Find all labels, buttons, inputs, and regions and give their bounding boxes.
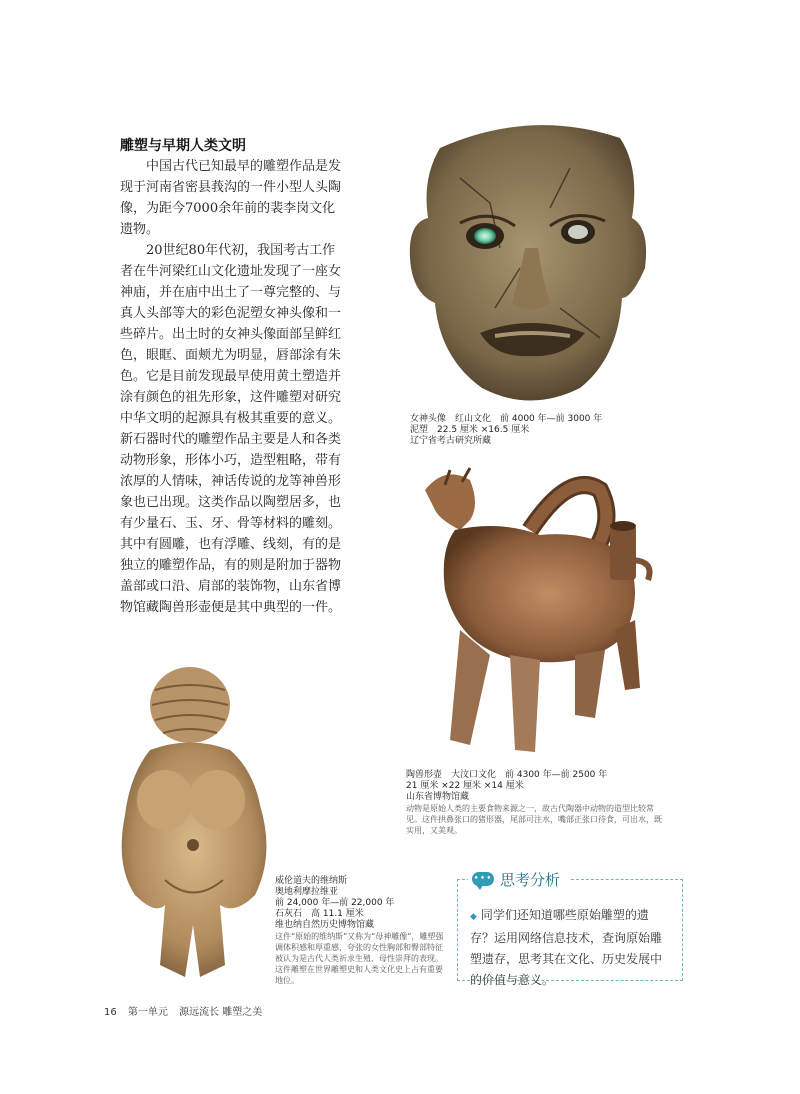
speech-bubble-icon: ••• [472,872,494,886]
unit-topic: 源远流长 雕塑之美 [179,1007,263,1018]
pot-caption-line1: 陶兽形壶 大汶口文化 前 4300 年—前 2500 年 [406,770,608,780]
goddess-caption-line1: 女神头像 红山文化 前 4000 年—前 3000 年 [410,414,603,424]
page-number: 16 [104,1007,117,1018]
pot-caption-line2: 21 厘米 ×22 厘米 ×14 厘米 [406,781,524,791]
venus-caption [275,876,450,986]
think-analysis-text [470,905,670,991]
venus-caption-line3: 前 24,000 年—前 22,000 年 [275,898,395,908]
pot-caption-line3: 山东省博物馆藏 [406,792,470,802]
animal-pot-image [400,460,660,770]
think-analysis-header [468,866,570,892]
goddess-head-image [400,108,660,413]
goddess-caption-line3: 辽宁省考古研究所藏 [410,436,492,446]
venus-caption-line2: 奥地利摩拉维亚 [275,887,339,897]
diamond-bullet-icon: ◆ [470,912,477,922]
venus-caption-line1: 威伦道夫的维纳斯 [275,876,348,886]
pot-description: 动物是原始人类的主要食物来源之一，故古代陶器中动物的造型比较常见。这件拱鼻张口的猪形器，尾部可注水，嘴部正张口待食，可出水，既实用，又美观。 [406,804,662,835]
page-footer [104,1003,270,1018]
section-title: 雕塑与早期人类文明 [120,138,246,154]
pot-caption [406,770,666,836]
venus-caption-line4: 石灰石 高 11.1 厘米 [275,909,364,919]
paragraph-1: 中国古代已知最早的雕塑作品是发现于河南省密县莪沟的一件小型人头陶像，为距今7000余年前的裴李岗文化遗物。 [120,159,342,237]
body-text [120,156,342,618]
goddess-caption [410,414,602,447]
venus-caption-line5: 维也纳自然历史博物馆藏 [275,920,375,930]
think-analysis-title: 思考分析 [500,870,561,889]
venus-of-willendorf-image [105,665,280,983]
paragraph-2: 20世纪80年代初，我国考古工作者在牛河梁红山文化遗址发现了一座女神庙，并在庙中出土了一尊完整的、与真人头部等大的彩色泥塑女神头像和一些碎片。出土时的女神头像面部呈鲜红色，眼眶、面颊尤为明显，唇部涂有朱色。它是目前发现最早使用黄土塑造并涂有颜色的祖先形象，这件雕塑对研究中华文明的起源具有极其重要的意义。新石器时代的雕塑作品主要是人和各类动物形象，形体小巧，造型粗略，带有浓厚的人情味，神话传说的龙等神兽形象也已出现。这类作品以陶塑居多，也有少量石、玉、牙、骨等材料的雕刻。其中有圆雕，也有浮雕、线刻，有的是独立的雕塑作品，有的则是附加于器物盖部或口沿、肩部的装饰物，山东省博物馆藏陶兽形壶便是其中典型的一件。 [120,243,342,615]
venus-description: 这件“原始的维纳斯”又称为“母神雕像”，雕塑强调体积感和厚重感，夸张的女性胸部和臀部特征被认为是古代人类祈求生殖、母性崇拜的表现。这件雕塑在世界雕塑史和人类文化史上占有重要地位。 [275,932,444,985]
unit-label: 第一单元 [127,1007,168,1018]
think-question: 同学们还知道哪些原始雕塑的遗存？运用网络信息技术，查询原始雕塑遗存，思考其在文化、历史发展中的价值与意义。 [470,908,663,987]
goddess-caption-line2: 泥塑 22.5 厘米 ×16.5 厘米 [410,425,530,435]
